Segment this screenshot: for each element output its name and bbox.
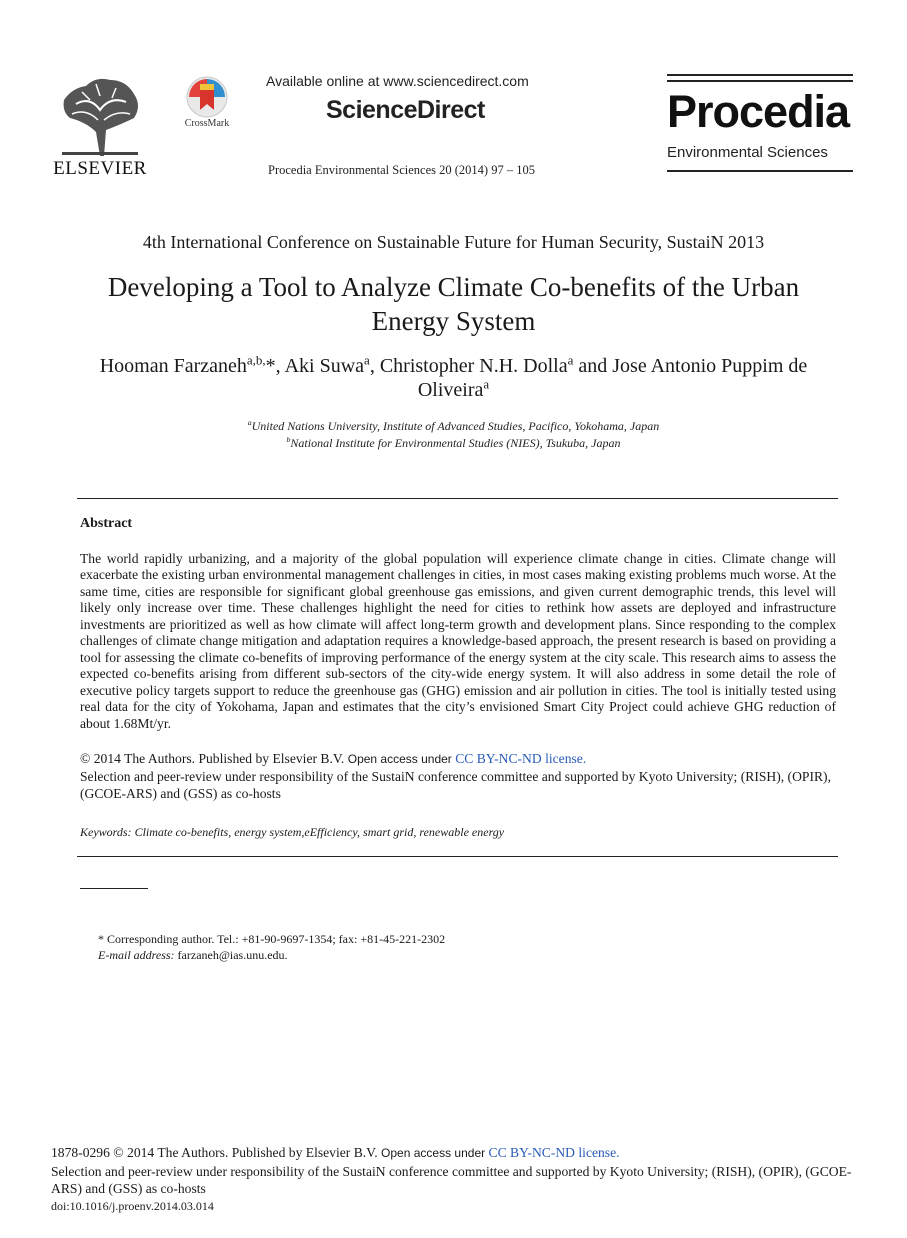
available-online-text: Available online at www.sciencedirect.com <box>266 73 529 89</box>
procedia-logo <box>667 72 853 176</box>
affiliation-item <box>0 418 907 435</box>
conference-name: 4th International Conference on Sustainable Future for Human Security, SustaiN 2013 <box>142 232 765 252</box>
crossmark-icon <box>186 76 228 118</box>
license-link[interactable]: CC BY-NC-ND license. <box>455 751 587 766</box>
abstract-top-divider <box>77 498 838 499</box>
procedia-bottom-rule <box>667 170 853 172</box>
copyright-text: © 2014 The Authors. Published by Elsevier B.V. <box>80 751 345 766</box>
author-name: Jose Antonio Puppim de Oliveira <box>417 355 808 401</box>
sciencedirect-logo[interactable]: ScienceDirect <box>326 96 485 124</box>
peer-review-text: Selection and peer-review under responsibility of the SustaiN conference committee and supported by Kyoto University; (RISH), (OPIR), (GCOE-ARS) and (GSS) as co-hosts <box>80 769 831 801</box>
journal-citation: Procedia Environmental Sciences 20 (2014) 97 – 105 <box>268 163 535 177</box>
author-list <box>70 354 837 402</box>
affiliation-list <box>0 418 907 452</box>
elsevier-tree-icon <box>56 74 144 158</box>
crossmark-label: CrossMark <box>184 118 230 129</box>
crossmark-badge[interactable] <box>176 76 238 134</box>
author-affil-sup: a <box>364 352 370 368</box>
abstract-body: The world rapidly urbanizing, and a majority of the global population will experience climate change in cities. Climate change will exacerbate the existing urban environmental management challenges in cities, in most cases making existing problems much worse. At the same time, cities are responsible for significant global greenhouse gas emissions, and given current demographic trends, this level will likely only increase over time. These challenges highlight the need for cities to rethink how assets are deployed and infrastructure investments are prioritized as well as how climate will affect long-term growth and development plans. Since responding to the complex challenges of climate change mitigation and adaptation requires a knowledge-based approach, the present research is based on providing a tool for assessing the climate co-benefits of improving performance of the energy system at the city scale. This research aims to assess the expected co-benefits arising from different sub-sectors of the city-wide energy system. It will also address in some detail the role of executive policy targets support to reduce the greenhouse gas (GHG) emission and air pollution in cities. The tool is initially tested using real data for the city of Yokohama, Japan and estimates that the city’s envisioned Smart City Project could achieve GHG reduction of about 1.68Mt/yr. <box>80 551 836 731</box>
author-name: Aki Suwa <box>284 355 365 377</box>
license-link[interactable]: CC BY-NC-ND license. <box>488 1145 620 1160</box>
copyright-line <box>80 750 840 768</box>
author-separator: and <box>573 355 613 377</box>
author-separator: , <box>369 355 380 377</box>
issn-line <box>51 1144 871 1163</box>
doi[interactable]: doi:10.1016/j.proenv.2014.03.014 <box>51 1198 214 1213</box>
procedia-brand: Procedia <box>667 86 850 137</box>
email-label: E-mail address: <box>98 948 175 962</box>
affiliation-item <box>0 435 907 452</box>
affiliation-text: National Institute for Environmental Studies (NIES), Tsukuba, Japan <box>290 436 621 450</box>
open-access-text: Open access under <box>347 752 452 766</box>
footnote <box>98 931 445 963</box>
author-affil-sup: a,b, <box>246 352 266 368</box>
title-line-2: Energy System <box>371 306 536 336</box>
footnote-divider <box>80 888 148 889</box>
keywords-text: Climate co-benefits, energy system,eEfficiency, smart grid, renewable energy <box>134 825 505 839</box>
corresponding-author: * Corresponding author. Tel.: +81-90-9697-1354; fax: +81-45-221-2302 <box>98 932 446 946</box>
peer-review-text: Selection and peer-review under responsibility of the SustaiN conference committee and supported by Kyoto University; (RISH), (OPIR), (GCOE-ARS) and (GSS) as co-hosts <box>51 1163 852 1196</box>
affiliation-sup: a <box>247 418 252 427</box>
title-line-1: Developing a Tool to Analyze Climate Co-benefits of the Urban <box>107 272 800 302</box>
bottom-block <box>51 1144 871 1215</box>
open-access-text: Open access under <box>381 1146 486 1160</box>
procedia-subtitle: Environmental Sciences <box>667 144 828 161</box>
elsevier-logo <box>52 74 148 178</box>
copyright-block <box>80 750 840 802</box>
procedia-top-rule <box>667 74 853 76</box>
email-line <box>98 947 445 963</box>
author-affil-sup: a <box>567 352 574 368</box>
email-address[interactable]: farzaneh@ias.unu.edu. <box>177 948 288 962</box>
author-name: Christopher N.H. Dolla <box>379 355 568 377</box>
keywords-bottom-divider <box>77 856 838 857</box>
paper-title <box>90 270 817 338</box>
procedia-top-rule-2 <box>667 80 853 82</box>
affiliation-text: United Nations University, Institute of Advanced Studies, Pacifico, Yokohama, Japan <box>251 419 660 433</box>
issn-text: 1878-0296 © 2014 The Authors. Published by Elsevier B.V. <box>51 1145 378 1160</box>
keywords-label: Keywords: <box>80 825 132 839</box>
author-name: Hooman Farzaneh <box>99 355 247 377</box>
author-affil-sup: a <box>483 376 490 392</box>
abstract-heading: Abstract <box>80 516 133 531</box>
publisher-name: ELSEVIER <box>53 158 147 179</box>
author-separator: *, <box>265 355 285 377</box>
keywords <box>80 825 504 840</box>
affiliation-sup: b <box>286 435 291 444</box>
